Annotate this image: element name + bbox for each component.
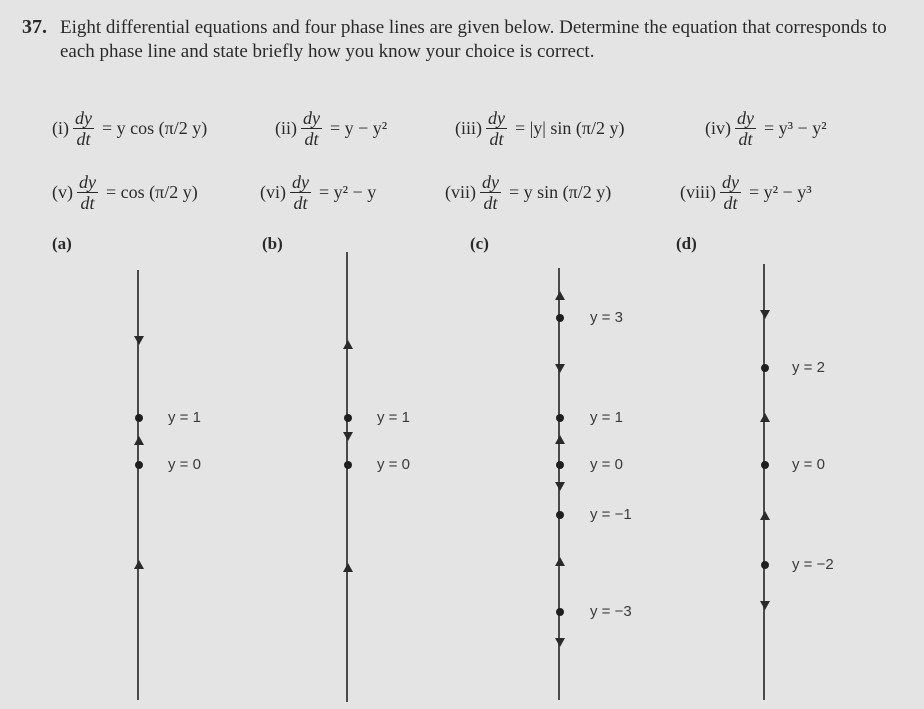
equation-label: (iii): [455, 118, 482, 138]
equation-lhs-num: dy: [303, 108, 320, 128]
phase-line-label-d: (d): [676, 234, 697, 253]
equilibrium-point: [761, 364, 769, 372]
equation-ii: [275, 108, 387, 149]
equation-lhs-den: dt: [293, 193, 308, 213]
equation-rhs: = y sin (π/2 y): [509, 182, 612, 202]
arrow-up-icon: [760, 511, 770, 520]
arrow-down-icon: [555, 638, 565, 647]
equilibrium-point: [761, 561, 769, 569]
arrow-up-icon: [555, 291, 565, 300]
equation-lhs-den: dt: [80, 193, 95, 213]
equilibrium-label: y = 0: [590, 456, 623, 473]
arrow-up-icon: [555, 557, 565, 566]
arrow-up-icon: [134, 560, 144, 569]
equation-rhs: = y cos (π/2 y): [102, 118, 208, 138]
equilibrium-point: [344, 461, 352, 469]
equilibrium-point: [344, 414, 352, 422]
equilibrium-label: y = −2: [792, 556, 834, 573]
equation-rhs: = y³ − y²: [764, 118, 827, 138]
problem-text: Eight differential equations and four phase lines are given below. Determine the equation that corresponds to each phase line and state briefly how you know your choice is correct.: [60, 17, 887, 62]
phase-line-label-a: (a): [52, 234, 72, 253]
equation-label: (i): [52, 118, 69, 138]
equilibrium-point: [761, 461, 769, 469]
equation-lhs-den: dt: [489, 129, 504, 149]
arrow-up-icon: [343, 563, 353, 572]
problem-number: 37.: [22, 16, 47, 38]
equation-lhs-num: dy: [488, 108, 505, 128]
phase-line-axis: [137, 270, 139, 700]
arrow-down-icon: [555, 482, 565, 491]
equation-label: (vi): [260, 182, 286, 202]
equation-viii: [680, 172, 812, 213]
equation-iii: [455, 108, 624, 149]
equilibrium-point: [556, 314, 564, 322]
arrow-up-icon: [760, 413, 770, 422]
equilibrium-label: y = 1: [377, 409, 410, 426]
equation-lhs-num: dy: [482, 172, 499, 192]
arrow-down-icon: [343, 432, 353, 441]
equilibrium-label: y = 1: [590, 409, 623, 426]
equilibrium-label: y = 1: [168, 409, 201, 426]
equation-lhs-num: dy: [722, 172, 739, 192]
equation-label: (v): [52, 182, 73, 202]
equilibrium-label: y = 0: [377, 456, 410, 473]
arrow-down-icon: [134, 336, 144, 345]
equation-vii: [445, 172, 611, 213]
equation-lhs-num: dy: [79, 172, 96, 192]
equation-rhs: = y² − y³: [749, 182, 812, 202]
equation-iv: [705, 108, 827, 149]
equilibrium-point: [135, 461, 143, 469]
equation-label: (vii): [445, 182, 476, 202]
phase-line-label-c: (c): [470, 234, 489, 253]
arrow-up-icon: [134, 436, 144, 445]
equation-lhs-num: dy: [737, 108, 754, 128]
arrow-up-icon: [343, 340, 353, 349]
arrow-down-icon: [760, 310, 770, 319]
equation-lhs-num: dy: [292, 172, 309, 192]
equilibrium-label: y = −3: [590, 603, 632, 620]
equilibrium-label: y = 0: [792, 456, 825, 473]
equation-rhs: = y − y²: [330, 118, 388, 138]
equation-rhs: = cos (π/2 y): [106, 182, 198, 202]
arrow-up-icon: [555, 435, 565, 444]
arrow-down-icon: [555, 364, 565, 373]
equation-lhs-den: dt: [738, 129, 753, 149]
phase-line-axis: [763, 264, 765, 700]
equation-rhs: = |y| sin (π/2 y): [515, 118, 625, 138]
equation-label: (viii): [680, 182, 716, 202]
equation-i: [52, 108, 207, 149]
equilibrium-label: y = 2: [792, 359, 825, 376]
equilibrium-point: [556, 511, 564, 519]
equilibrium-point: [556, 414, 564, 422]
arrow-down-icon: [760, 601, 770, 610]
equation-lhs-num: dy: [75, 108, 92, 128]
equilibrium-label: y = 0: [168, 456, 201, 473]
equilibrium-point: [556, 461, 564, 469]
equilibrium-point: [556, 608, 564, 616]
equation-rhs: = y² − y: [319, 182, 377, 202]
phase-line-axis: [346, 252, 348, 702]
equation-label: (iv): [705, 118, 731, 138]
equation-v: [52, 172, 198, 213]
phase-line-label-b: (b): [262, 234, 283, 253]
equation-lhs-den: dt: [483, 193, 498, 213]
equation-vi: [260, 172, 376, 213]
equilibrium-label: y = −1: [590, 506, 632, 523]
equilibrium-point: [135, 414, 143, 422]
equation-lhs-den: dt: [76, 129, 91, 149]
equilibrium-label: y = 3: [590, 309, 623, 326]
equation-label: (ii): [275, 118, 297, 138]
equation-lhs-den: dt: [304, 129, 319, 149]
equation-lhs-den: dt: [723, 193, 738, 213]
